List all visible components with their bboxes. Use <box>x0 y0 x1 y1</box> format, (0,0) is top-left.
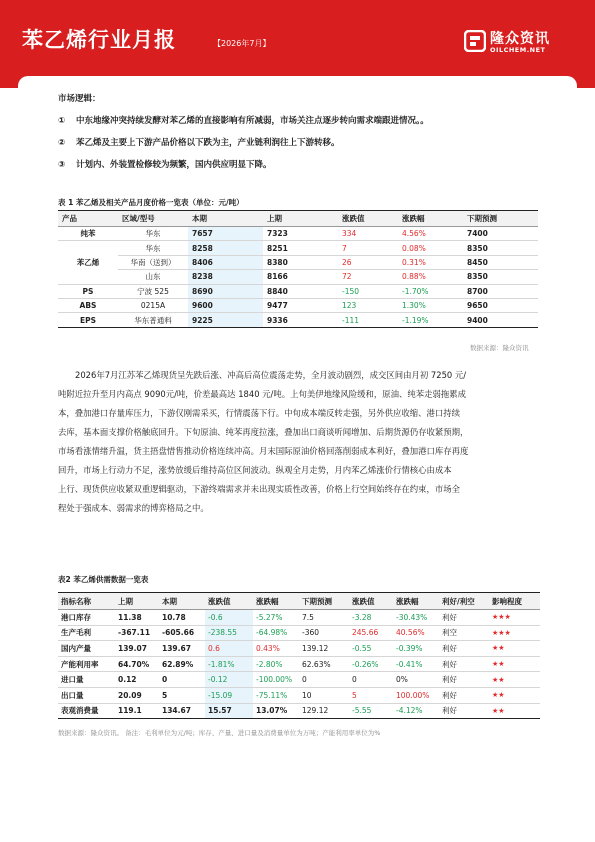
pct-cell: -75.11% <box>253 687 299 703</box>
pct2-cell: -0.39% <box>393 641 439 657</box>
change-cell: 123 <box>338 298 398 312</box>
paragraph-line: 吨附近拉升至月内高点 9090元/吨，价差最高达 1840 元/吨。上旬美伊地缘风险缓和，原油、纯苯走弱拖累成 <box>58 389 467 399</box>
paragraph-line: 程处于强成本、弱需求的博弈格局之中。 <box>58 503 209 513</box>
current-cell: 62.89% <box>159 656 205 672</box>
pct-cell: 4.56% <box>398 227 463 241</box>
indicator-cell: 出口量 <box>58 687 115 703</box>
change-cell: -238.55 <box>205 625 253 641</box>
table-row <box>58 625 540 641</box>
col-header: 涨跌幅 <box>393 593 439 610</box>
product-cell: 纯苯 <box>58 227 118 241</box>
indicator-cell: 生产毛利 <box>58 625 115 641</box>
region-cell: 宁波 525 <box>118 284 188 298</box>
product-cell: PS <box>58 284 118 298</box>
col-header: 区域/型号 <box>118 211 188 227</box>
impact-cell: 利好 <box>439 610 489 626</box>
table-row <box>58 687 540 703</box>
pct-cell: -64.98% <box>253 625 299 641</box>
col-header: 涨跌值 <box>205 593 253 610</box>
paragraph-line: 市场看涨情绪升温，货主捂盘惜售推动价格连续冲高。月末国际原油价格回落削弱成本利好，叠加港口库存再度 <box>58 446 469 456</box>
table-row <box>58 641 540 657</box>
impact-cell: 利好 <box>439 641 489 657</box>
logo-text: 隆众资讯 <box>490 31 550 47</box>
change-cell: -1.81% <box>205 656 253 672</box>
pct2-cell: -30.43% <box>393 610 439 626</box>
table-row <box>58 703 540 719</box>
col-header: 下期预测 <box>463 211 538 227</box>
change2-cell: -3.28 <box>349 610 393 626</box>
impact-level-stars: ★★★ <box>489 610 540 626</box>
page-title: 苯乙烯行业月报 <box>22 28 176 52</box>
pct2-cell: 0% <box>393 672 439 688</box>
region-cell: 0215A <box>118 298 188 312</box>
table-header-row <box>58 593 540 610</box>
col-header: 涨跌值 <box>338 211 398 227</box>
forecast-cell: 139.12 <box>299 641 349 657</box>
current-cell: 9225 <box>188 313 263 327</box>
forecast-cell: 8700 <box>463 284 538 298</box>
table-row <box>58 255 538 269</box>
table-header-row <box>58 211 538 227</box>
forecast-cell: 8350 <box>463 270 538 284</box>
table2-source-note: 数据来源：隆众资讯。 备注：毛利单位为元/吨；库存、产量、进口量及消费量单位为万吨；产能利用率单位为% <box>58 729 381 737</box>
impact-level-stars: ★★ <box>489 656 540 672</box>
current-cell: 0 <box>159 672 205 688</box>
forecast-cell: 10 <box>299 687 349 703</box>
table-row <box>58 672 540 688</box>
price-table <box>58 210 538 328</box>
paragraph-line: 回升，市场上行动力不足，涨势放缓后维持高位区间波动。纵观全月走势，月内苯乙烯涨价行情核心由成本 <box>58 465 452 475</box>
current-cell: -605.66 <box>159 625 205 641</box>
change2-cell: -0.55 <box>349 641 393 657</box>
table-row <box>58 656 540 672</box>
impact-cell: 利好 <box>439 672 489 688</box>
change-cell: 7 <box>338 241 398 255</box>
market-analysis-paragraph <box>58 366 540 518</box>
forecast-cell: 8450 <box>463 255 538 269</box>
current-cell: 10.78 <box>159 610 205 626</box>
change-cell: -15.09 <box>205 687 253 703</box>
previous-cell: 9477 <box>263 298 338 312</box>
current-cell: 8406 <box>188 255 263 269</box>
table-row <box>58 241 538 255</box>
paragraph-line: 上行、现货供应收紧双重逻辑驱动，下游终端需求并未出现实质性改善，价格上行空间始终存在约束，市场全 <box>58 484 460 494</box>
impact-level-stars: ★★ <box>489 687 540 703</box>
pct2-cell: -4.12% <box>393 703 439 719</box>
impact-cell: 利好 <box>439 687 489 703</box>
previous-cell: 139.07 <box>115 641 159 657</box>
pct-cell: 1.30% <box>398 298 463 312</box>
impact-level-stars: ★★ <box>489 703 540 719</box>
change-cell: 15.57 <box>205 703 253 719</box>
paragraph-line: 2026年7月江苏苯乙烯现货呈先跌后涨、冲高后高位震荡走势，全月波动剧烈，成交区间由月初 7250 元/ <box>75 370 467 380</box>
change-cell: -0.12 <box>205 672 253 688</box>
region-cell: 华东 <box>118 241 188 255</box>
col-header: 影响程度 <box>489 593 540 610</box>
change2-cell: 245.66 <box>349 625 393 641</box>
previous-cell: 11.38 <box>115 610 159 626</box>
table1-caption: 表 1 苯乙烯及相关产品月度价格一览表（单位：元/吨） <box>58 198 244 207</box>
pct-cell: 0.43% <box>253 641 299 657</box>
impact-level-stars: ★★★ <box>489 625 540 641</box>
previous-cell: 8840 <box>263 284 338 298</box>
col-header: 产品 <box>58 211 118 227</box>
col-header: 上期 <box>115 593 159 610</box>
forecast-cell: 8350 <box>463 241 538 255</box>
change2-cell: -5.55 <box>349 703 393 719</box>
impact-level-stars: ★★ <box>489 672 540 688</box>
current-cell: 139.67 <box>159 641 205 657</box>
pct-cell: -100.00% <box>253 672 299 688</box>
pct-cell: -1.19% <box>398 313 463 327</box>
region-cell: 山东 <box>118 270 188 284</box>
change2-cell: 0 <box>349 672 393 688</box>
table-row <box>58 284 538 298</box>
region-cell: 华东普通料 <box>118 313 188 327</box>
indicator-cell: 进口量 <box>58 672 115 688</box>
previous-cell: 20.09 <box>115 687 159 703</box>
table-row <box>58 227 538 241</box>
logo-mark-icon <box>464 30 486 52</box>
col-header: 指标名称 <box>58 593 115 610</box>
forecast-cell: 62.63% <box>299 656 349 672</box>
change2-cell: -0.26% <box>349 656 393 672</box>
previous-cell: 8251 <box>263 241 338 255</box>
table-row <box>58 270 538 284</box>
indicator-cell: 表观消费量 <box>58 703 115 719</box>
change-cell: -0.6 <box>205 610 253 626</box>
col-header: 本期 <box>188 211 263 227</box>
table1-source: 数据来源：隆众资讯 <box>470 344 529 352</box>
pct-cell: 13.07% <box>253 703 299 719</box>
current-cell: 9600 <box>188 298 263 312</box>
product-cell: 苯乙烯 <box>58 241 118 284</box>
change-cell: 72 <box>338 270 398 284</box>
logic-heading: 市场逻辑： <box>58 94 101 104</box>
forecast-cell: 7.5 <box>299 610 349 626</box>
pct2-cell: 40.56% <box>393 625 439 641</box>
col-header: 上期 <box>263 211 338 227</box>
previous-cell: -367.11 <box>115 625 159 641</box>
col-header: 涨跌幅 <box>253 593 299 610</box>
table2-caption: 表2 苯乙烯供需数据一览表 <box>58 575 149 584</box>
impact-cell: 利好 <box>439 703 489 719</box>
logic-item: ③ 计划内、外装置检修较为频繁，国内供应明显下降。 <box>58 160 272 170</box>
pct-cell: 0.31% <box>398 255 463 269</box>
logo-subtext: OILCHEM.NET <box>490 46 546 54</box>
region-cell: 华南（送到） <box>118 255 188 269</box>
pct-cell: -5.27% <box>253 610 299 626</box>
change2-cell: 5 <box>349 687 393 703</box>
supply-demand-table <box>58 592 540 719</box>
current-cell: 8238 <box>188 270 263 284</box>
report-date: 【2026年7月】 <box>213 39 271 48</box>
table-row <box>58 610 540 626</box>
pct2-cell: 100.00% <box>393 687 439 703</box>
table-row <box>58 313 538 327</box>
impact-cell: 利空 <box>439 625 489 641</box>
current-cell: 5 <box>159 687 205 703</box>
previous-cell: 8380 <box>263 255 338 269</box>
forecast-cell: 0 <box>299 672 349 688</box>
previous-cell: 64.70% <box>115 656 159 672</box>
col-header: 利好/利空 <box>439 593 489 610</box>
col-header: 涨跌值 <box>349 593 393 610</box>
previous-cell: 9336 <box>263 313 338 327</box>
paragraph-line: 本，叠加港口存量库压力，下游仅刚需采买，行情震荡下行。中旬成本端反转走强，另外供应收缩、港口持续 <box>58 408 460 418</box>
current-cell: 8258 <box>188 241 263 255</box>
indicator-cell: 国内产量 <box>58 641 115 657</box>
pct-cell: 0.88% <box>398 270 463 284</box>
forecast-cell: -360 <box>299 625 349 641</box>
change-cell: 0.6 <box>205 641 253 657</box>
forecast-cell: 9650 <box>463 298 538 312</box>
previous-cell: 119.1 <box>115 703 159 719</box>
pct-cell: 0.08% <box>398 241 463 255</box>
indicator-cell: 产能利用率 <box>58 656 115 672</box>
table-row <box>58 298 538 312</box>
pct2-cell: -0.41% <box>393 656 439 672</box>
col-header: 下期预测 <box>299 593 349 610</box>
logic-item: ② 苯乙烯及主要上下游产品价格以下跌为主，产业链利润往上下游转移。 <box>58 138 340 148</box>
current-cell: 7657 <box>188 227 263 241</box>
impact-cell: 利好 <box>439 656 489 672</box>
change-cell: 334 <box>338 227 398 241</box>
col-header: 涨跌幅 <box>398 211 463 227</box>
product-cell: ABS <box>58 298 118 312</box>
previous-cell: 8166 <box>263 270 338 284</box>
impact-level-stars: ★★ <box>489 641 540 657</box>
forecast-cell: 7400 <box>463 227 538 241</box>
forecast-cell: 129.12 <box>299 703 349 719</box>
region-cell: 华东 <box>118 227 188 241</box>
current-cell: 134.67 <box>159 703 205 719</box>
paragraph-line: 去库，基本面支撑价格触底回升。下旬原油、纯苯再度拉涨，叠加出口商谈听闻增加、后期货源仍存收紧预期， <box>58 427 469 437</box>
change-cell: 26 <box>338 255 398 269</box>
change-cell: -111 <box>338 313 398 327</box>
previous-cell: 0.12 <box>115 672 159 688</box>
pct-cell: -1.70% <box>398 284 463 298</box>
brand-logo <box>464 28 574 60</box>
forecast-cell: 9400 <box>463 313 538 327</box>
indicator-cell: 港口库存 <box>58 610 115 626</box>
logic-item: ① 中东地缘冲突持续发酵对苯乙烯的直接影响有所减弱，市场关注点逐步转向需求端跟进情况。。 <box>58 116 429 126</box>
pct-cell: -2.80% <box>253 656 299 672</box>
previous-cell: 7323 <box>263 227 338 241</box>
current-cell: 8690 <box>188 284 263 298</box>
change-cell: -150 <box>338 284 398 298</box>
col-header: 本期 <box>159 593 205 610</box>
product-cell: EPS <box>58 313 118 327</box>
